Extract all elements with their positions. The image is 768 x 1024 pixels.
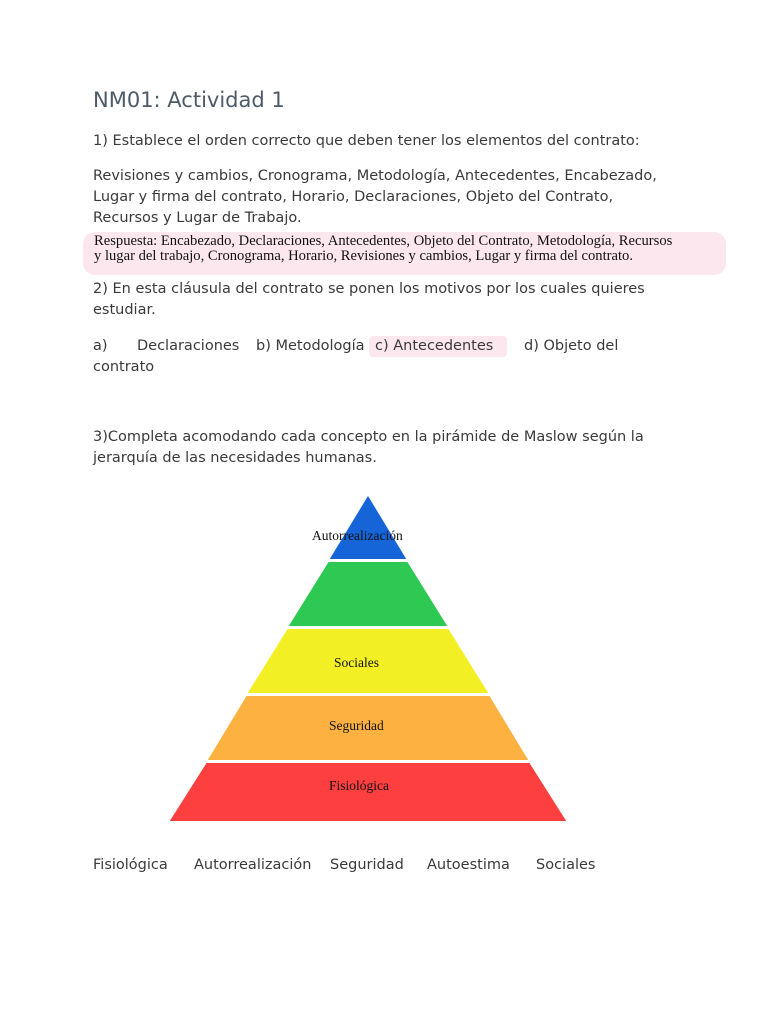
concept-fisiologica[interactable]: Fisiológica xyxy=(93,857,168,873)
elements-line-3: Recursos y Lugar de Trabajo. xyxy=(93,210,302,226)
option-a-marker: a) xyxy=(93,338,108,354)
option-d-continued: contrato xyxy=(93,359,155,375)
pyramid-label-fisiologica: Fisiológica xyxy=(329,778,389,793)
question-3-line-1: 3)Completa acomodando cada concepto en la pirámide de Maslow según la xyxy=(93,429,644,445)
answer-line-1: Respuesta: Encabezado, Declaraciones, Antecedentes, Objeto del Contrato, Metodología, Recursos xyxy=(94,233,673,249)
concept-autorrealizacion[interactable]: Autorrealización xyxy=(194,857,312,873)
pyramid-label-sociales: Sociales xyxy=(334,655,379,670)
answer-line-2: y lugar del trabajo, Cronograma, Horario, Revisiones y cambios, Lugar y firma del contrato. xyxy=(94,248,633,264)
elements-line-2: Lugar y firma del contrato, Horario, Declaraciones, Objeto del Contrato, xyxy=(93,189,614,205)
question-2-line-1: 2) En esta cláusula del contrato se ponen los motivos por los cuales quieres xyxy=(93,281,645,297)
elements-line-1: Revisiones y cambios, Cronograma, Metodología, Antecedentes, Encabezado, xyxy=(93,168,657,184)
option-a-text: Declaraciones xyxy=(137,338,240,354)
pyramid-level-empty xyxy=(287,561,449,627)
question-3-line-2: jerarquía de las necesidades humanas. xyxy=(93,450,377,466)
pyramid-level-autorrealizacion xyxy=(328,494,408,560)
option-c-selected: c) Antecedentes xyxy=(369,336,507,357)
concept-sociales[interactable]: Sociales xyxy=(536,857,596,873)
concept-autoestima[interactable]: Autoestima xyxy=(427,857,510,873)
question-2-line-2: estudiar. xyxy=(93,302,156,318)
concept-seguridad[interactable]: Seguridad xyxy=(330,857,404,873)
pyramid-label-seguridad: Seguridad xyxy=(329,718,384,733)
question-1-prompt: 1) Establece el orden correcto que deben tener los elementos del contrato: xyxy=(93,133,640,149)
option-d: d) Objeto del xyxy=(524,338,619,354)
option-b: b) Metodología xyxy=(256,338,365,354)
pyramid-label-autorrealizacion: Autorrealización xyxy=(312,528,403,543)
page-title: NM01: Actividad 1 xyxy=(93,88,285,112)
